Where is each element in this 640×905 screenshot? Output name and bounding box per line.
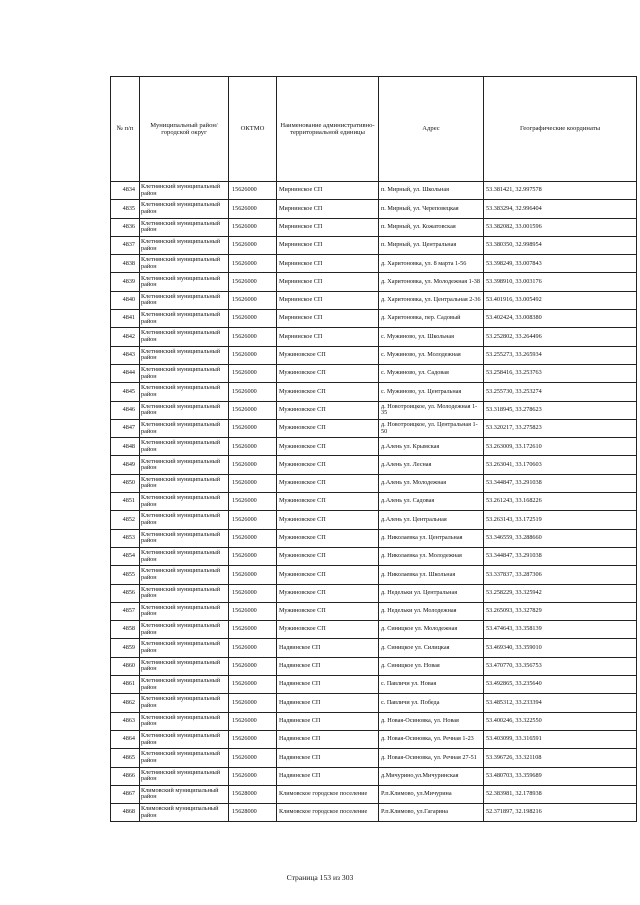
- cell-coords: 53.381421, 32.997578: [484, 182, 637, 200]
- cell-address: д. Николаевка ул. Молодежная: [379, 547, 484, 565]
- cell-unit: Мужиновское СП: [277, 346, 379, 364]
- cell-num: 4853: [111, 529, 140, 547]
- cell-oktmo: 15626000: [229, 218, 277, 236]
- table-row: [111, 328, 637, 346]
- cell-address: д. Харитоновка, пер. Садовый: [379, 310, 484, 328]
- cell-unit: Надвинское СП: [277, 749, 379, 767]
- cell-oktmo: 15626000: [229, 639, 277, 657]
- table-row: [111, 657, 637, 675]
- cell-district: Клетнянский муниципальный район: [140, 401, 229, 419]
- cell-district: Клетнянский муниципальный район: [140, 474, 229, 492]
- cell-unit: Мужиновское СП: [277, 566, 379, 584]
- cell-coords: 53.258229, 33.325942: [484, 584, 637, 602]
- cell-district: Клетнянский муниципальный район: [140, 255, 229, 273]
- cell-coords: 53.396726, 33.321108: [484, 749, 637, 767]
- cell-district: Клетнянский муниципальный район: [140, 291, 229, 309]
- cell-oktmo: 15626000: [229, 346, 277, 364]
- cell-coords: 53.480703, 33.359689: [484, 767, 637, 785]
- cell-address: д. Синицкое ул. Силицкая: [379, 639, 484, 657]
- cell-num: 4848: [111, 438, 140, 456]
- header-oktmo: ОКТМО: [229, 77, 277, 182]
- table-row: [111, 456, 637, 474]
- cell-unit: Мирнинское СП: [277, 200, 379, 218]
- cell-coords: 52.371897, 32.198216: [484, 804, 637, 822]
- cell-coords: 53.485312, 33.233394: [484, 694, 637, 712]
- cell-num: 4844: [111, 364, 140, 382]
- cell-coords: 53.263041, 33.170603: [484, 456, 637, 474]
- cell-oktmo: 15626000: [229, 182, 277, 200]
- cell-coords: 53.474643, 33.358139: [484, 621, 637, 639]
- cell-coords: 53.337837, 33.287306: [484, 566, 637, 584]
- cell-unit: Надвинское СП: [277, 767, 379, 785]
- cell-district: Клетнянский муниципальный район: [140, 493, 229, 511]
- table-row: [111, 291, 637, 309]
- cell-district: Клетнянский муниципальный район: [140, 547, 229, 565]
- cell-oktmo: 15626000: [229, 438, 277, 456]
- table-row: [111, 474, 637, 492]
- cell-address: д. Недельки ул. Центральная: [379, 584, 484, 602]
- address-table: [110, 76, 637, 822]
- cell-district: Клетнянский муниципальный район: [140, 346, 229, 364]
- cell-oktmo: 15626000: [229, 273, 277, 291]
- table-row: [111, 438, 637, 456]
- cell-unit: Мужиновское СП: [277, 511, 379, 529]
- cell-num: 4841: [111, 310, 140, 328]
- cell-address: д.Алень ул. Крымская: [379, 438, 484, 456]
- cell-oktmo: 15626000: [229, 310, 277, 328]
- table-row: [111, 511, 637, 529]
- cell-coords: 53.318945, 33.278623: [484, 401, 637, 419]
- cell-oktmo: 15626000: [229, 547, 277, 565]
- cell-unit: Надвинское СП: [277, 712, 379, 730]
- cell-oktmo: 15626000: [229, 566, 277, 584]
- cell-unit: Мужиновское СП: [277, 364, 379, 382]
- table-row: [111, 749, 637, 767]
- table-row: [111, 273, 637, 291]
- cell-address: д. Новая-Осиновка, ул. Новая: [379, 712, 484, 730]
- cell-oktmo: 15626000: [229, 255, 277, 273]
- table-row: [111, 712, 637, 730]
- cell-coords: 53.344847, 33.291038: [484, 474, 637, 492]
- cell-num: 4843: [111, 346, 140, 364]
- cell-num: 4859: [111, 639, 140, 657]
- cell-oktmo: 15626000: [229, 456, 277, 474]
- cell-oktmo: 15626000: [229, 291, 277, 309]
- cell-oktmo: 15626000: [229, 383, 277, 401]
- cell-unit: Мужиновское СП: [277, 621, 379, 639]
- cell-coords: 53.344847, 33.291038: [484, 547, 637, 565]
- cell-district: Клетнянский муниципальный район: [140, 200, 229, 218]
- cell-district: Клетнянский муниципальный район: [140, 182, 229, 200]
- cell-address: д. Новая-Осиновка, ул. Речная 1-23: [379, 730, 484, 748]
- cell-num: 4855: [111, 566, 140, 584]
- cell-num: 4838: [111, 255, 140, 273]
- table-row: [111, 236, 637, 254]
- cell-oktmo: 15626000: [229, 511, 277, 529]
- cell-num: 4865: [111, 749, 140, 767]
- cell-oktmo: 15626000: [229, 694, 277, 712]
- cell-num: 4842: [111, 328, 140, 346]
- table-row: [111, 493, 637, 511]
- cell-oktmo: 15626000: [229, 749, 277, 767]
- cell-district: Клетнянский муниципальный район: [140, 584, 229, 602]
- cell-oktmo: 15626000: [229, 474, 277, 492]
- cell-address: д. Харитоновка, ул. Молодежная 1-38: [379, 273, 484, 291]
- cell-address: д. Новотроицкое, ул. Центральная 1-50: [379, 419, 484, 437]
- header-num: № п/п: [111, 77, 140, 182]
- cell-coords: 53.263143, 33.172519: [484, 511, 637, 529]
- table-row: [111, 584, 637, 602]
- cell-unit: Климовское городское поселение: [277, 785, 379, 803]
- cell-num: 4856: [111, 584, 140, 602]
- table-row: [111, 200, 637, 218]
- cell-address: д.Алень ул. Садовая: [379, 493, 484, 511]
- cell-coords: 53.346559, 33.288660: [484, 529, 637, 547]
- cell-num: 4836: [111, 218, 140, 236]
- cell-coords: 53.403099, 33.316591: [484, 730, 637, 748]
- cell-district: Клетнянский муниципальный район: [140, 529, 229, 547]
- cell-district: Клетнянский муниципальный район: [140, 749, 229, 767]
- cell-coords: 52.383981, 32.178938: [484, 785, 637, 803]
- cell-district: Клетнянский муниципальный район: [140, 456, 229, 474]
- table-header-row: [111, 77, 637, 182]
- cell-district: Клетнянский муниципальный район: [140, 438, 229, 456]
- cell-address: с. Павличи ул. Победа: [379, 694, 484, 712]
- cell-oktmo: 15626000: [229, 200, 277, 218]
- cell-num: 4835: [111, 200, 140, 218]
- cell-unit: Мужиновское СП: [277, 401, 379, 419]
- cell-coords: 53.380350, 32.998954: [484, 236, 637, 254]
- cell-oktmo: 15626000: [229, 621, 277, 639]
- header-unit: Наименование административно-территориальной единицы: [277, 77, 379, 182]
- cell-unit: Мужиновское СП: [277, 493, 379, 511]
- cell-unit: Надвинское СП: [277, 730, 379, 748]
- table-row: [111, 255, 637, 273]
- cell-unit: Климовское городское поселение: [277, 804, 379, 822]
- table-row: [111, 218, 637, 236]
- cell-unit: Надвинское СП: [277, 639, 379, 657]
- cell-unit: Надвинское СП: [277, 657, 379, 675]
- cell-district: Климовский муниципальный район: [140, 785, 229, 803]
- cell-address: д. Николаевка ул. Центральная: [379, 529, 484, 547]
- table-row: [111, 346, 637, 364]
- cell-district: Клетнянский муниципальный район: [140, 676, 229, 694]
- cell-district: Клетнянский муниципальный район: [140, 712, 229, 730]
- cell-unit: Мирнинское СП: [277, 236, 379, 254]
- cell-address: с. Мужиново, ул. Молодежная: [379, 346, 484, 364]
- cell-district: Клетнянский муниципальный район: [140, 602, 229, 620]
- cell-coords: 53.492865, 33.235640: [484, 676, 637, 694]
- cell-address: д. Новотроицкое, ул. Молодежная 1-35: [379, 401, 484, 419]
- cell-oktmo: 15628000: [229, 785, 277, 803]
- cell-num: 4864: [111, 730, 140, 748]
- table-row: [111, 182, 637, 200]
- cell-district: Клетнянский муниципальный район: [140, 383, 229, 401]
- cell-address: д.Алень ул. Лесная: [379, 456, 484, 474]
- cell-district: Клетнянский муниципальный район: [140, 236, 229, 254]
- cell-num: 4837: [111, 236, 140, 254]
- table-row: [111, 621, 637, 639]
- cell-district: Клетнянский муниципальный район: [140, 419, 229, 437]
- cell-coords: 53.469340, 33.359010: [484, 639, 637, 657]
- cell-district: Клетнянский муниципальный район: [140, 328, 229, 346]
- cell-address: п. Мирный, ул. Череповецкая: [379, 200, 484, 218]
- cell-coords: 53.255273, 33.265934: [484, 346, 637, 364]
- table-row: [111, 639, 637, 657]
- cell-oktmo: 15626000: [229, 364, 277, 382]
- cell-oktmo: 15626000: [229, 328, 277, 346]
- cell-coords: 53.400246, 33.322550: [484, 712, 637, 730]
- cell-num: 4852: [111, 511, 140, 529]
- table-row: [111, 383, 637, 401]
- table-row: [111, 529, 637, 547]
- table-row: [111, 401, 637, 419]
- cell-coords: 53.402424, 33.008380: [484, 310, 637, 328]
- cell-oktmo: 15626000: [229, 493, 277, 511]
- cell-unit: Мужиновское СП: [277, 529, 379, 547]
- cell-address: д.Алень ул. Молодежная: [379, 474, 484, 492]
- header-coords: Географические координаты: [484, 77, 637, 182]
- table-row: [111, 364, 637, 382]
- cell-address: д. Синицкое ул. Молодежная: [379, 621, 484, 639]
- cell-num: 4854: [111, 547, 140, 565]
- cell-address: д. Новая-Осиновка, ул. Речная 27-51: [379, 749, 484, 767]
- cell-num: 4858: [111, 621, 140, 639]
- cell-num: 4834: [111, 182, 140, 200]
- table-row: [111, 767, 637, 785]
- cell-oktmo: 15626000: [229, 712, 277, 730]
- cell-num: 4847: [111, 419, 140, 437]
- cell-address: д.Алень ул. Центральная: [379, 511, 484, 529]
- cell-address: с. Мужиново, ул. Школьная: [379, 328, 484, 346]
- cell-oktmo: 15626000: [229, 529, 277, 547]
- cell-num: 4850: [111, 474, 140, 492]
- cell-district: Клетнянский муниципальный район: [140, 621, 229, 639]
- cell-district: Клетнянский муниципальный район: [140, 273, 229, 291]
- cell-num: 4846: [111, 401, 140, 419]
- cell-unit: Мирнинское СП: [277, 273, 379, 291]
- cell-num: 4851: [111, 493, 140, 511]
- cell-unit: Мирнинское СП: [277, 328, 379, 346]
- cell-num: 4867: [111, 785, 140, 803]
- cell-unit: Надвинское СП: [277, 694, 379, 712]
- cell-oktmo: 15626000: [229, 730, 277, 748]
- cell-oktmo: 15626000: [229, 602, 277, 620]
- cell-oktmo: 15626000: [229, 584, 277, 602]
- cell-coords: 53.263009, 33.172610: [484, 438, 637, 456]
- cell-coords: 53.255730, 33.253274: [484, 383, 637, 401]
- cell-unit: Мужиновское СП: [277, 383, 379, 401]
- cell-address: с. Мужиново, ул. Центральная: [379, 383, 484, 401]
- cell-unit: Мужиновское СП: [277, 547, 379, 565]
- table-row: [111, 566, 637, 584]
- cell-unit: Надвинское СП: [277, 676, 379, 694]
- cell-address: п. Мирный, ул. Школьная: [379, 182, 484, 200]
- cell-num: 4849: [111, 456, 140, 474]
- cell-address: п. Мирный, ул. Центральная: [379, 236, 484, 254]
- cell-num: 4839: [111, 273, 140, 291]
- header-address: Адрес: [379, 77, 484, 182]
- cell-coords: 53.252802, 33.264496: [484, 328, 637, 346]
- cell-coords: 53.470770, 33.356753: [484, 657, 637, 675]
- cell-address: д. Синицкое ул. Новая: [379, 657, 484, 675]
- cell-num: 4866: [111, 767, 140, 785]
- cell-unit: Мужиновское СП: [277, 602, 379, 620]
- cell-unit: Мужиновское СП: [277, 456, 379, 474]
- cell-address: д. Харитоновка, ул. 8 марта 1-56: [379, 255, 484, 273]
- cell-unit: Мужиновское СП: [277, 419, 379, 437]
- cell-coords: 53.398249, 33.007843: [484, 255, 637, 273]
- cell-oktmo: 15626000: [229, 676, 277, 694]
- cell-district: Клетнянский муниципальный район: [140, 218, 229, 236]
- cell-num: 4861: [111, 676, 140, 694]
- cell-oktmo: 15626000: [229, 236, 277, 254]
- cell-num: 4863: [111, 712, 140, 730]
- cell-unit: Мужиновское СП: [277, 474, 379, 492]
- cell-district: Клетнянский муниципальный район: [140, 730, 229, 748]
- cell-coords: 53.320217, 33.275823: [484, 419, 637, 437]
- table-row: [111, 676, 637, 694]
- cell-district: Климовский муниципальный район: [140, 804, 229, 822]
- cell-coords: 53.401916, 33.005492: [484, 291, 637, 309]
- cell-oktmo: 15626000: [229, 401, 277, 419]
- table-row: [111, 730, 637, 748]
- cell-district: Клетнянский муниципальный район: [140, 694, 229, 712]
- cell-district: Клетнянский муниципальный район: [140, 657, 229, 675]
- cell-unit: Мужиновское СП: [277, 584, 379, 602]
- cell-district: Клетнянский муниципальный район: [140, 566, 229, 584]
- cell-num: 4857: [111, 602, 140, 620]
- header-district: Муниципальный район/городской округ: [140, 77, 229, 182]
- cell-unit: Мирнинское СП: [277, 291, 379, 309]
- cell-address: д.Мичурино,ул.Мичуринская: [379, 767, 484, 785]
- cell-coords: 53.382082, 33.001596: [484, 218, 637, 236]
- cell-unit: Мирнинское СП: [277, 218, 379, 236]
- cell-coords: 53.383294, 32.996404: [484, 200, 637, 218]
- cell-district: Клетнянский муниципальный район: [140, 364, 229, 382]
- table-row: [111, 804, 637, 822]
- cell-unit: Мирнинское СП: [277, 182, 379, 200]
- cell-district: Клетнянский муниципальный район: [140, 767, 229, 785]
- cell-unit: Мужиновское СП: [277, 438, 379, 456]
- cell-address: п. Мирный, ул. Кожатовская: [379, 218, 484, 236]
- cell-num: 4840: [111, 291, 140, 309]
- cell-num: 4868: [111, 804, 140, 822]
- page-footer: Страница 153 из 303: [286, 873, 354, 882]
- cell-district: Клетнянский муниципальный район: [140, 639, 229, 657]
- table-row: [111, 310, 637, 328]
- cell-address: с. Мужиново, ул. Садовая: [379, 364, 484, 382]
- cell-oktmo: 15626000: [229, 767, 277, 785]
- table-row: [111, 785, 637, 803]
- cell-coords: 53.265093, 33.327829: [484, 602, 637, 620]
- cell-address: д. Харитоновка, ул. Центральная 2-36: [379, 291, 484, 309]
- table-row: [111, 547, 637, 565]
- cell-address: д. Недельки ул. Молодежная: [379, 602, 484, 620]
- cell-coords: 53.261243, 33.168226: [484, 493, 637, 511]
- table-row: [111, 602, 637, 620]
- cell-num: 4862: [111, 694, 140, 712]
- cell-district: Клетнянский муниципальный район: [140, 511, 229, 529]
- table-body: [111, 182, 637, 822]
- cell-oktmo: 15626000: [229, 419, 277, 437]
- cell-coords: 53.258416, 33.253763: [484, 364, 637, 382]
- cell-unit: Мирнинское СП: [277, 255, 379, 273]
- cell-unit: Мирнинское СП: [277, 310, 379, 328]
- cell-coords: 53.398910, 33.003176: [484, 273, 637, 291]
- cell-num: 4860: [111, 657, 140, 675]
- cell-oktmo: 15626000: [229, 657, 277, 675]
- table-row: [111, 419, 637, 437]
- cell-address: Р.п.Климово, ул.Мичурина: [379, 785, 484, 803]
- cell-address: д. Николаевка ул. Школьная: [379, 566, 484, 584]
- cell-address: с. Павличи ул. Новая: [379, 676, 484, 694]
- cell-num: 4845: [111, 383, 140, 401]
- table-row: [111, 694, 637, 712]
- cell-oktmo: 15628000: [229, 804, 277, 822]
- cell-district: Клетнянский муниципальный район: [140, 310, 229, 328]
- cell-address: Р.п.Климово, ул.Гагарина: [379, 804, 484, 822]
